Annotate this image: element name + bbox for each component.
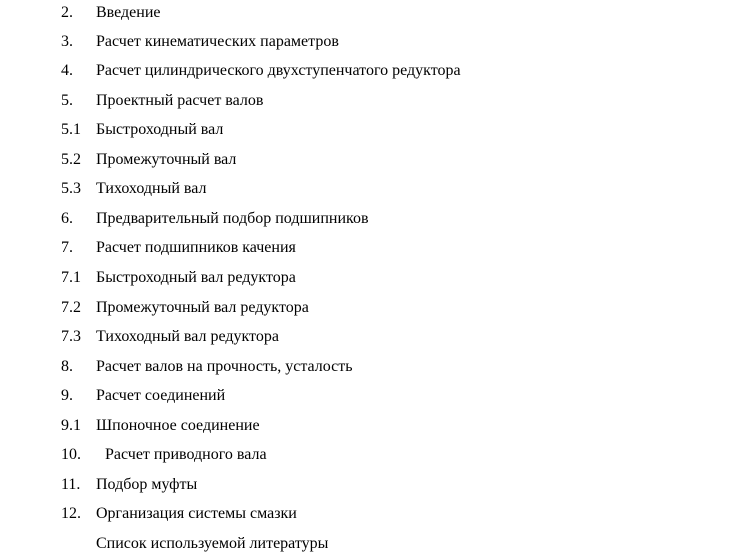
toc-item-title: Расчет кинематических параметров [96,33,339,50]
toc-item-number: 11. [61,476,81,493]
toc-item-title: Шпоночное соединение [96,417,260,434]
toc-item-title: Расчет цилиндрического двухступенчатого редуктора [96,62,461,79]
toc-item-title: Введение [96,4,161,21]
toc-item-number: 5.2 [61,151,81,168]
toc-item-number: 5.1 [61,121,81,138]
toc-item-number: 4. [61,62,73,79]
toc-item-title: Организация системы смазки [96,505,297,522]
toc-item-number: 6. [61,210,73,227]
toc-item-title: Быстроходный вал [96,121,224,138]
toc-item-title: Подбор муфты [96,476,198,493]
toc-item-number: 9.1 [61,417,81,434]
toc-item-number: 5. [61,92,73,109]
toc-item-title: Проектный расчет валов [96,92,264,109]
toc-item-title: Расчет соединений [96,387,226,404]
toc-item-title: Тихоходный вал [96,180,207,197]
toc-item-number: 10. [61,446,81,463]
toc-item-number: 9. [61,387,73,404]
toc-item-number: 3. [61,33,73,50]
toc-item-title: Расчет подшипников качения [96,239,296,256]
toc-item-title: Тихоходный вал редуктора [96,328,279,345]
toc-item-title: Расчет валов на прочность, усталость [96,358,353,375]
toc-item-number: 7.3 [61,328,81,345]
toc-item-title: Быстроходный вал редуктора [96,269,296,286]
toc-item-number: 5.3 [61,180,81,197]
toc-item-title: Промежуточный вал [96,151,237,168]
toc-item-number: 2. [61,4,73,21]
toc-item-number: 7.2 [61,299,81,316]
toc-item-number: 7. [61,239,73,256]
toc-item-title: Предварительный подбор подшипников [96,210,369,227]
toc-item-number: 8. [61,358,73,375]
toc-item-number: 7.1 [61,269,81,286]
toc-item-number: 12. [61,505,81,522]
toc-item-title: Промежуточный вал редуктора [96,299,309,316]
toc-item-title: Расчет приводного вала [105,446,267,463]
toc-item-title: Список используемой литературы [96,535,329,552]
